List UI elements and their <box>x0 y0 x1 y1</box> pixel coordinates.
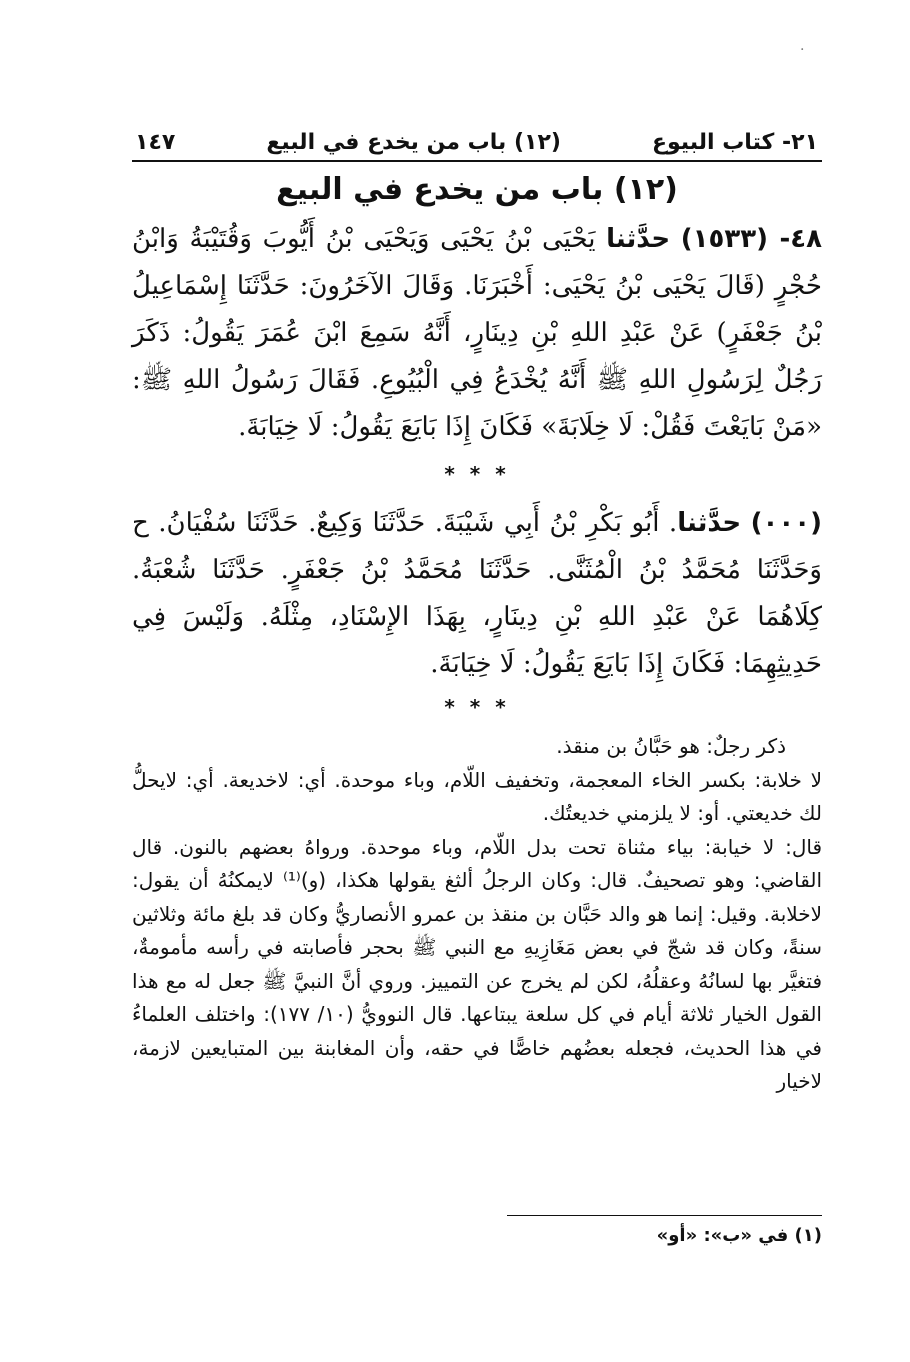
chapter-title: (١٢) باب من يخدع في البيع <box>276 172 678 207</box>
hadith-text: يَحْيَى بْنُ يَحْيَى وَيَحْيَى بْنُ أَيُّوبَ وَقُتَيْبَةُ وَابْنُ حُجْرٍ (قَالَ يَحْيَى بْنُ يَحْيَى: أَخْبَرَنَا. وَقَالَ الآخَرُونَ: حَدَّثَنَا إِسْمَاعِيلُ بْنُ جَعْفَرٍ) عَنْ عَبْدِ اللهِ بْنِ دِينَارٍ، أَنَّهُ سَمِعَ ابْنَ عُمَرَ يَقُولُ: ذَكَرَ رَجُلٌ لِرَسُولِ اللهِ ﷺ أَنَّهُ يُخْدَعُ فِي الْبُيُوعِ. فَقَالَ رَسُولُ اللهِ ﷺ: «مَنْ بَايَعْتَ فَقُلْ: لَا خِلَابَةَ» فَكَانَ إِذَا بَايَعَ يَقُولُ: لَا خِيَابَةَ. <box>132 224 822 442</box>
page-number: ١٤٧ <box>135 129 176 155</box>
hadith-opening: حدَّثنا <box>677 508 742 538</box>
hadith-number: (٠٠٠) <box>750 508 823 538</box>
hadith-text: . أَبُو بَكْرِ بْنُ أَبِي شَيْبَةَ. حَدَّثَنَا وَكِيعٌ. حَدَّثَنَا سُفْيَانُ. ح وَحَدَّثَنَا مُحَمَّدُ بْنُ الْمُثَنَّى. حَدَّثَنَا مُحَمَّدُ بْنُ جَعْفَرٍ. حَدَّثَنَا شُعْبَةُ. كِلَاهُمَا عَنْ عَبْدِ اللهِ بْنِ دِينَارٍ، بِهَذَا الإِسْنَادِ، مِثْلَهُ. وَلَيْسَ فِي حَدِيثِهِمَا: فَكَانَ إِذَا بَايَعَ يَقُولُ: لَا خِيَابَةَ. <box>132 508 822 679</box>
hadith-opening: حدَّثنا <box>606 224 671 254</box>
hadith-number: ٤٨- (١٥٣٣) <box>680 224 822 254</box>
hadith-000 <box>132 500 822 688</box>
commentary <box>132 730 822 1099</box>
footnote: (١) في «ب»: «أو» <box>656 1225 822 1246</box>
section-separator: * * * <box>444 462 510 486</box>
scan-mark: . <box>800 38 805 54</box>
commentary-paragraph: ذكر رجلٌ: هو حَبَّانُ بن منقذ. <box>556 734 786 758</box>
commentary-paragraph: لا خلابة: بكسر الخاء المعجمة، وتخفيف اللّام، وباء موحدة. أي: لاخديعة. أي: لايحلُّ لك خديعتي. أو: لا يلزمني خديعتُك. <box>132 767 822 825</box>
footnote-rule <box>507 1215 822 1216</box>
running-head <box>135 125 818 159</box>
hadith-48 <box>132 216 822 451</box>
running-head-chapter: ٢١- كتاب البيوع <box>651 129 818 155</box>
commentary-paragraph: قال: لا خيابة: بياء مثناة تحت بدل اللّام، وباء موحدة. ورواهُ بعضهم بالنون. قال القاضي: وهو تصحيفٌ. قال: وكان الرجلُ ألثغ يقولها هكذا، (و)⁽¹⁾ لايمكنُهُ أن يقول: لاخلابة. وقيل: إنما هو والد حَبَّان بن منقذ بن عمرو الأنصاريُّ وكان قد بلغ مائة وثلاثين سنةً، وكان قد شجّ في بعض مَغَازِيهِ مع النبي ﷺ بحجر فأصابته في رأسه مأمومةٌ، فتغيَّر بها لسانُهُ وعقلُهُ، لكن لم يخرج عن التمييز. وروي أنَّ النبيَّ ﷺ جعل له مع هذا القول الخيار ثلاثة أيام في كل سلعة يبتاعها. قال النوويُّ (١٠/ ١٧٧): واختلف العلماءُ في هذا الحديث، فجعله بعضُهم خاصًّا في حقه، وأن المغابنة بين المتبايعين لازمة، لاخيار <box>132 834 822 1093</box>
running-head-section: (١٢) باب من يخدع في البيع <box>266 129 561 155</box>
section-separator: * * * <box>444 695 510 719</box>
header-rule <box>132 160 822 162</box>
